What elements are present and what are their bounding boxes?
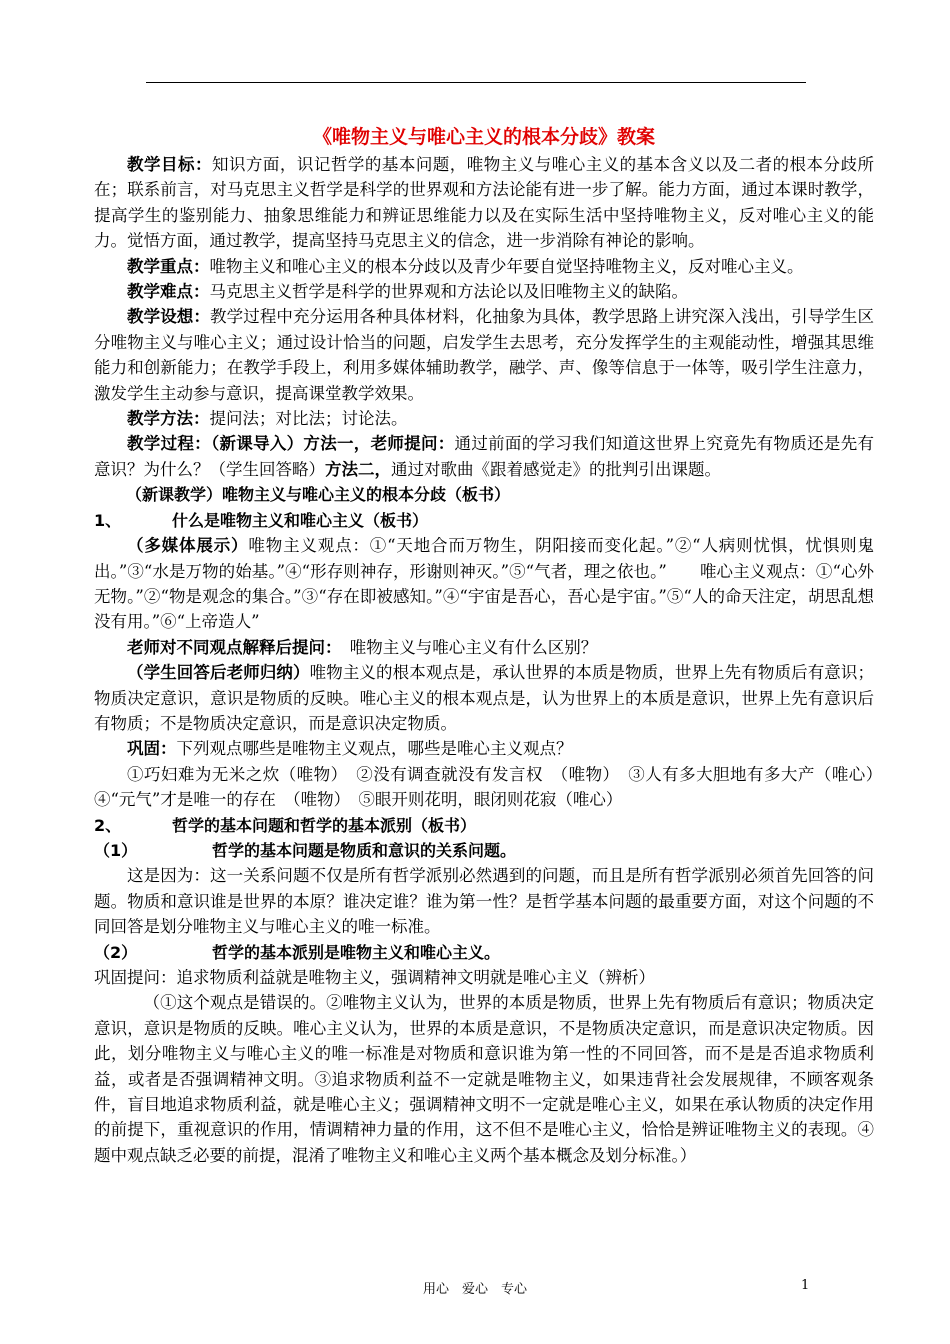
multimedia-label: （多媒体展示） (127, 536, 249, 556)
process-text-2: 通过对歌曲《跟着感觉走》的批判引出课题。 (391, 459, 721, 479)
consolidate-paragraph (94, 736, 874, 761)
method-paragraph (94, 406, 874, 431)
multimedia-text: 唯物主义观点：①“天地合而万物生，阴阳接而变化起。”②“人病则忧惧，忧惧则鬼出。”③“水是万物的始基。”④“形存则神存，形谢则神灭。”⑤“气者，理之依也。” 唯心主义观点：①“心外无物。”②“物是观念的集合。”③“存在即被感知。”④“宇宙是吾心，吾心是宇宙。”⑤“人的命天注定，胡思乱想没有用。”⑥“上帝造人” (94, 536, 875, 632)
goal-paragraph (94, 152, 874, 254)
method-label: 教学方法： (127, 409, 210, 429)
design-text: 教学过程中充分运用各种具体材料，化抽象为具体，教学思路上讲究深入浅出，引导学生区分唯物主义与唯心主义；通过设计恰当的问题，启发学生去思考，充分发挥学生的主观能动性，增强其思维能力和创新能力；在教学手段上，利用多媒体辅助教学，融学、声、像等信息于一体等，吸引学生注意力，激发学生主动参与意识，提高课堂教学效果。 (94, 307, 875, 403)
difficulty-label: 教学难点： (127, 282, 210, 302)
document-body (94, 124, 907, 1168)
multimedia-paragraph (94, 533, 874, 635)
page-number: 1 (801, 1278, 810, 1293)
difficulty-text: 马克思主义哲学是科学的世界观和方法论以及旧唯物主义的缺陷。 (209, 282, 688, 302)
student-answer-text: 唯物主义的根本观点是，承认世界的本质是物质，世界上先有物质后有意识；物质决定意识，意识是物质的反映。唯心主义的根本观点是，认为世界上的本质是意识，世界上先有意识后有物质；不是物质决定意识，而是意识决定物质。 (94, 663, 875, 733)
subsection-2-number: （2） (94, 942, 138, 962)
method-text: 提问法；对比法；讨论法。 (209, 409, 408, 429)
key-point-text: 唯物主义和唯心主义的根本分歧以及青少年要自觉坚持唯物主义，反对唯心主义。 (209, 256, 804, 276)
subsection-1-heading (94, 838, 874, 863)
header-rule (146, 82, 806, 83)
design-paragraph (94, 304, 874, 406)
process-label: 教学过程：（新课导入）方法一，老师提问： (127, 434, 455, 454)
consolidate-label: 巩固： (127, 739, 177, 759)
design-label: 教学设想： (127, 307, 211, 327)
consolidate-text: 下列观点哪些是唯物主义观点，哪些是唯心主义观点？ (176, 739, 573, 759)
examples-paragraph: ①巧妇难为无米之炊（唯物） ②没有调查就没有发言权 （唯物） ③人有多大胆地有多大产（唯心） ④“元气”才是唯一的存在 （唯物） ⑤眼开则花明，眼闭则花寂（唯心） (94, 764, 907, 810)
goal-label: 教学目标： (127, 155, 212, 174)
subsection-1-title: 哲学的基本问题是物质和意识的关系问题。 (212, 840, 517, 860)
page-footer (0, 1278, 950, 1298)
teacher-question-paragraph (94, 635, 874, 660)
subsection-2-title: 哲学的基本派别是唯物主义和唯心主义。 (212, 942, 501, 962)
section-2-title: 哲学的基本问题和哲学的基本派别（板书） (172, 815, 477, 835)
teacher-question-label: 老师对不同观点解释后提问： (127, 637, 334, 657)
section-2-heading (94, 813, 874, 838)
quiz-paragraph: 巩固提问：追求物质利益就是唯物主义，强调精神文明就是唯心主义（辨析） (94, 968, 655, 987)
section-1-heading (94, 508, 874, 533)
subsection-1-text: 这是因为：这一关系问题不仅是所有哲学派别必然遇到的问题，而且是所有哲学派别必须首先回答的问题。物质和意识谁是世界的本原？谁决定谁？谁为第一性？是哲学基本问题的最重要方面，对这个问题的不同回答是划分唯物主义与唯心主义的唯一标准。 (94, 866, 874, 937)
teacher-question-text: 唯物主义与唯心主义有什么区别？ (333, 637, 598, 657)
student-answer-paragraph (94, 660, 874, 736)
key-point-paragraph (94, 254, 874, 279)
new-lesson-heading: （新课教学）唯物主义与唯心主义的根本分歧（板书） (126, 485, 511, 505)
footer-motto: 用心 爱心 专心 (422, 1282, 527, 1297)
section-1-number: 1、 (94, 510, 122, 530)
key-point-label: 教学重点： (127, 256, 210, 276)
process-label-2: 方法二， (325, 459, 391, 479)
subsection-2-heading (94, 940, 874, 965)
process-paragraph (94, 431, 874, 482)
student-answer-label: （学生回答后老师归纳） (127, 663, 310, 683)
section-1-title: 什么是唯物主义和唯心主义（板书） (172, 510, 429, 530)
subsection-1-number: （1） (94, 840, 138, 860)
difficulty-paragraph (94, 279, 874, 304)
section-2-number: 2、 (94, 815, 122, 835)
answer-paragraph: （①这个观点是错误的。②唯物主义认为，世界的本质是物质，世界上先有物质后有意识；物质决定意识，意识是物质的反映。唯心主义认为，世界的本质是意识，不是物质决定意识，而是意识决定物质。因此，划分唯物主义与唯心主义的唯一标准是对物质和意识谁为第一性的不同回答，而不是是否追求物质利益，或者是否强调精神文明。③追求物质利益不一定就是唯物主义，如果违背社会发展规律，不顾客观条件，盲目地追求物质利益，就是唯心主义；强调精神文明不一定就是唯心主义，如果在承认物质的决定作用的前提下，重视意识的作用，情调精神力量的作用，这不但不是唯心主义，恰恰是辨证唯物主义的表现。④题中观点缺乏必要的前提，混淆了唯物主义和唯心主义两个基本概念及划分标准。） (94, 993, 874, 1165)
goal-text: 知识方面，识记哲学的基本问题，唯物主义与唯心主义的基本含义以及二者的根本分歧所在；联系前言，对马克思主义哲学是科学的世界观和方法论能有进一步了解。能力方面，通过本课时教学，提高学生的鉴别能力、抽象思维能力和辨证思维能力以及在实际生活中坚持唯物主义，反对唯心主义的能力。觉悟方面，通过教学，提高坚持马克思主义的信念，进一步消除有神论的影响。 (94, 155, 875, 251)
document-title: 《唯物主义与唯心主义的根本分歧》教案 (312, 126, 655, 148)
process-text-1: 通过前面的学习我们知道这世界上究竟先有物质还是先有意识？为什么？（学生回答略） (94, 434, 875, 479)
